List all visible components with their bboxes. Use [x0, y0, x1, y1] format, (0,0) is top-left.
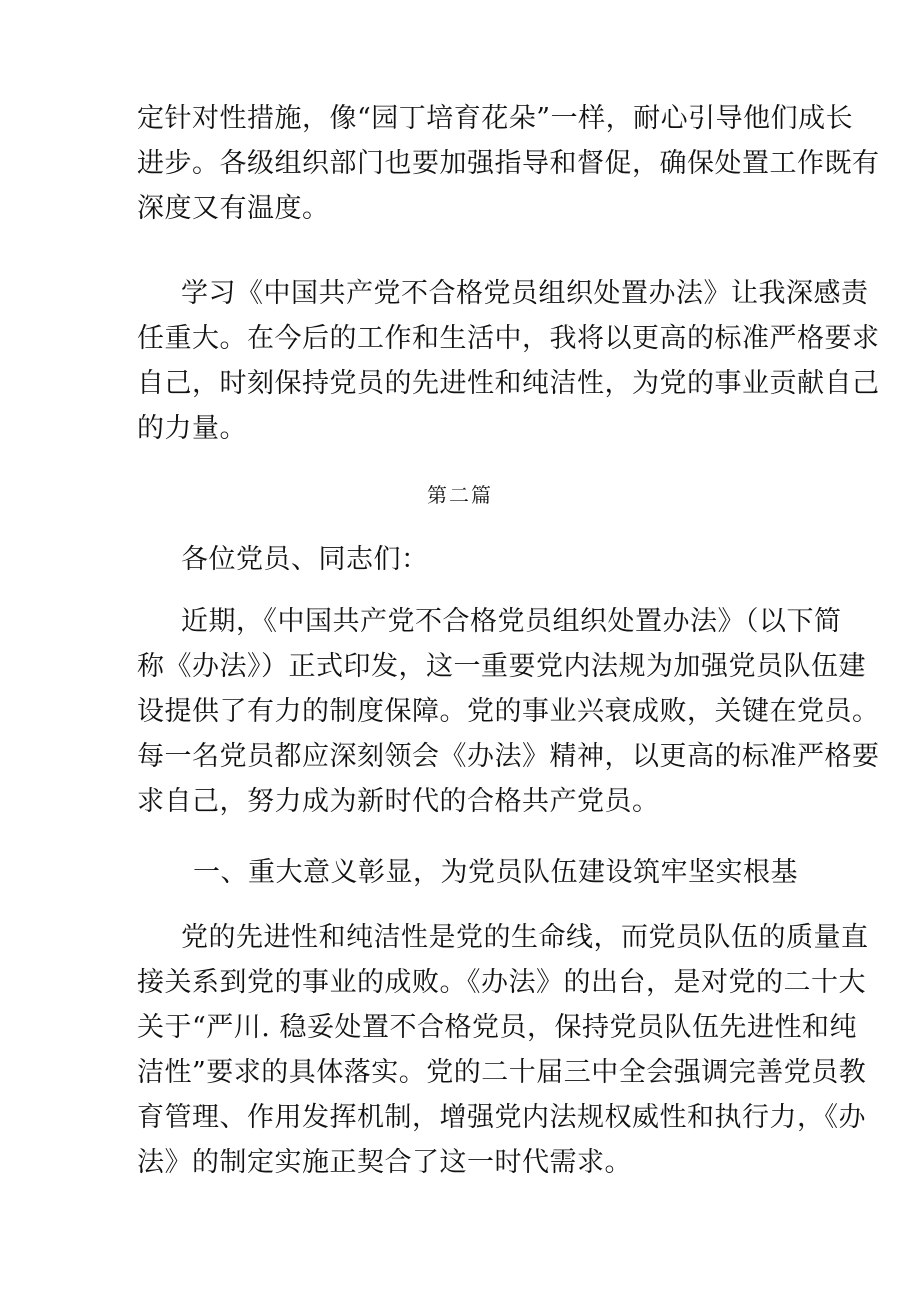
paragraph-3: [137, 599, 880, 824]
paragraph-1-line: 进步。各级组织部门也要加强指导和督促，确保处置工作既有: [137, 148, 880, 179]
paragraph-1: [137, 96, 880, 231]
paragraph-4-line: 接关系到党的事业的成败。《办法》的出台，是对党的二十大: [137, 967, 866, 998]
paragraph-4-line: 党的先进性和纯洁性是党的生命线，而党员队伍的质量直: [181, 922, 869, 953]
salutation: 各位党员、同志们：: [181, 544, 429, 575]
paragraph-2-line: 学习《中国共产党不合格党员组织处置办法》让我深感责: [181, 278, 869, 309]
paragraph-1-line: 深度又有温度。: [137, 193, 330, 224]
paragraph-4-line: 法》的制定实施正契合了这一时代需求。: [137, 1147, 632, 1178]
paragraph-3-line: 设提供了有力的制度保障。党的事业兴衰成败，关键在党员。: [137, 696, 880, 727]
paragraph-4-line: 洁性”要求的具体落实。党的二十届三中全会强调完善党员教: [137, 1057, 867, 1088]
paragraph-2-line: 自己，时刻保持党员的先进性和纯洁性，为党的事业贡献自己: [137, 368, 880, 399]
paragraph-3-line: 称《办法》）正式印发，这一重要党内法规为加强党员队伍建: [137, 651, 866, 682]
paragraph-3-line: 每一名党员都应深刻领会《办法》精神，以更高的标准严格要: [137, 741, 880, 772]
paragraph-2: [137, 271, 880, 451]
paragraph-4: [137, 915, 869, 1185]
section-title: 第二篇: [427, 483, 493, 507]
paragraph-4-line: 关于“严川. 稳妥处置不合格党员，保持党员队伍先进性和纯: [137, 1012, 857, 1043]
paragraph-1-line: 定针对性措施，像“园丁培育花朵”一样，耐心引导他们成长: [137, 103, 854, 134]
section-heading: 一、重大意义彰显，为党员队伍建设筑牢坚实根基: [193, 857, 798, 888]
paragraph-3-line: 求自己，努力成为新时代的合格共产党员。: [137, 786, 660, 817]
paragraph-4-line: 育管理、作用发挥机制，增强党内法规权威性和执行力，《办: [137, 1102, 866, 1133]
paragraph-2-line: 的力量。: [137, 413, 247, 444]
paragraph-3-line: 近期，《中国共产党不合格党员组织处置办法》（以下简: [181, 606, 842, 637]
paragraph-2-line: 任重大。在今后的工作和生活中，我将以更高的标准严格要求: [137, 323, 880, 354]
